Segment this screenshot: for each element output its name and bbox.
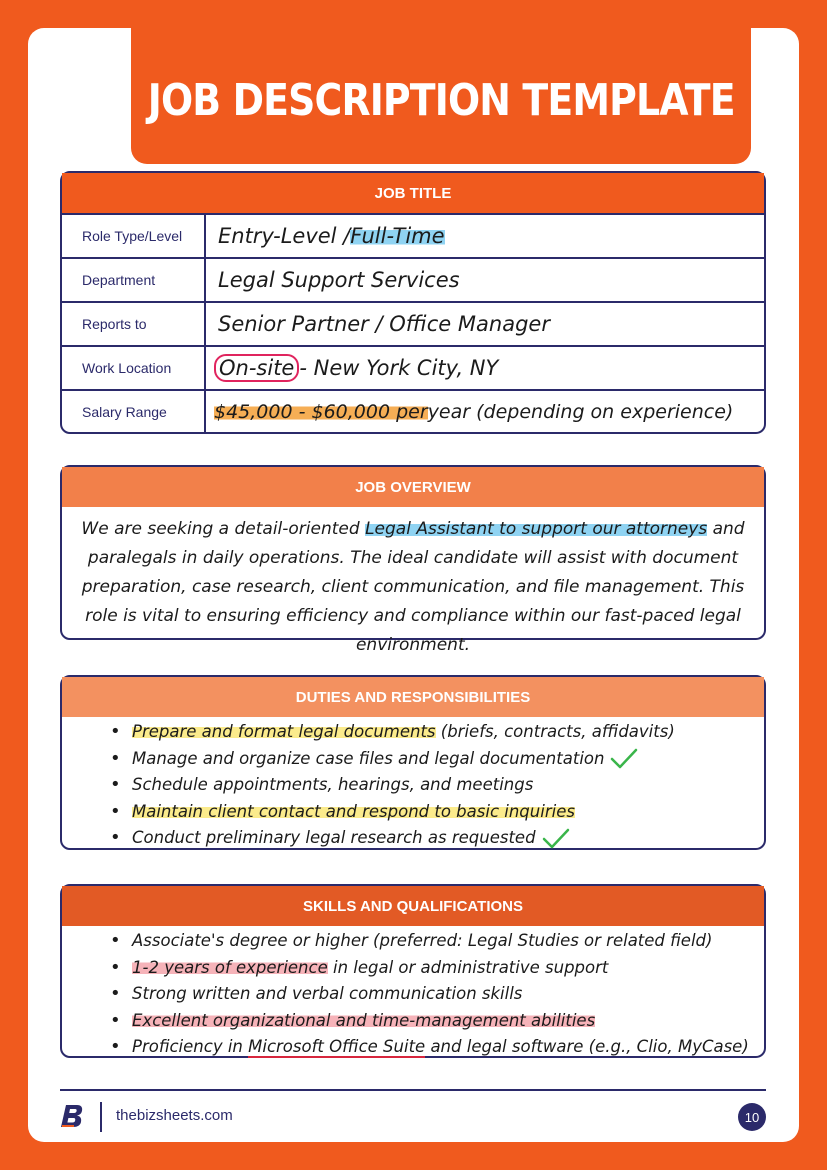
list-item <box>132 799 764 826</box>
list-item <box>132 981 764 1008</box>
value-text: Entry-Level / <box>218 224 351 248</box>
job-title-table <box>60 171 766 434</box>
list-item <box>132 955 764 982</box>
item-highlight: 1-2 years of experience <box>132 957 328 977</box>
table-row <box>62 257 764 301</box>
item-underlined: Microsoft Office Suite <box>248 1037 426 1056</box>
overview-highlight: Legal Assistant to support our attorneys <box>365 519 708 539</box>
row-label: Department <box>62 259 206 301</box>
row-value <box>206 215 764 257</box>
list-item <box>132 719 764 746</box>
row-value <box>206 347 764 389</box>
item-text: (briefs, contracts, affidavits) <box>435 722 675 741</box>
skills-heading: SKILLS AND QUALIFICATIONS <box>62 886 764 926</box>
row-label: Salary Range <box>62 391 206 433</box>
circled-value: On-site <box>214 354 299 382</box>
list-item <box>132 928 764 955</box>
row-label: Reports to <box>62 303 206 345</box>
table-row <box>62 213 764 257</box>
job-title-heading: JOB TITLE <box>62 173 764 213</box>
bizsheets-logo-icon <box>60 1103 86 1129</box>
row-value <box>206 391 764 433</box>
title-banner <box>131 28 751 164</box>
skills-section <box>60 884 766 1058</box>
duties-section <box>60 675 766 850</box>
overview-heading: JOB OVERVIEW <box>62 467 764 507</box>
job-overview-section <box>60 465 766 655</box>
row-label: Role Type/Level <box>62 215 206 257</box>
page-title: JOB DESCRIPTION TEMPLATE <box>147 74 735 126</box>
list-item <box>132 746 764 773</box>
footer-divider-line <box>60 1089 766 1091</box>
overview-paragraph <box>62 507 764 660</box>
item-highlight: Prepare and format legal documents <box>132 722 436 741</box>
item-text: Strong written and verbal communication skills <box>132 984 523 1003</box>
value-text: - New York City, NY <box>299 356 499 380</box>
list-item <box>132 1008 764 1035</box>
duties-heading: DUTIES AND RESPONSIBILITIES <box>62 677 764 717</box>
item-text: Proficiency in <box>132 1037 249 1056</box>
item-highlight: Excellent organizational and time-management abilities <box>132 1010 596 1030</box>
highlighted-value: $45,000 - $60,000 per <box>214 401 428 423</box>
table-row <box>62 301 764 345</box>
item-text: and legal software (e.g., Clio, MyCase) <box>425 1037 749 1056</box>
item-text: Manage and organize case files and legal documentation <box>132 748 605 768</box>
list-item <box>132 1034 764 1061</box>
table-row <box>62 345 764 389</box>
item-highlight: Maintain client contact and respond to basic inquiries <box>132 801 575 821</box>
checkmark-icon <box>610 748 638 770</box>
website-link[interactable]: thebizsheets.com <box>116 1107 233 1124</box>
row-value: Senior Partner / Office Manager <box>218 312 550 336</box>
item-text: Associate's degree or higher (preferred: Legal Studies or related field) <box>132 931 713 950</box>
page-number: 10 <box>738 1103 766 1131</box>
highlighted-value: Full-Time <box>350 224 445 248</box>
table-row <box>62 389 764 433</box>
overview-text: We are seeking a detail-oriented <box>81 519 366 539</box>
item-text: Conduct preliminary legal research as requested <box>132 828 536 847</box>
list-item <box>132 825 764 852</box>
value-text: year (depending on experience) <box>427 401 734 423</box>
checkmark-icon <box>542 828 570 850</box>
list-item <box>132 772 764 799</box>
row-value: Legal Support Services <box>218 268 460 292</box>
overview-text: and paralegals in daily operations. The ideal candidate will assist with document preparation, case research, client communication, and file management. This role is vital to ensuring efficiency and compliance within our fast-paced legal environment. <box>81 519 745 655</box>
skills-list <box>62 926 764 1061</box>
duties-list <box>62 717 764 852</box>
footer-separator <box>100 1102 102 1132</box>
item-text: Schedule appointments, hearings, and meetings <box>132 775 534 794</box>
item-text: in legal or administrative support <box>327 957 609 977</box>
row-label: Work Location <box>62 347 206 389</box>
